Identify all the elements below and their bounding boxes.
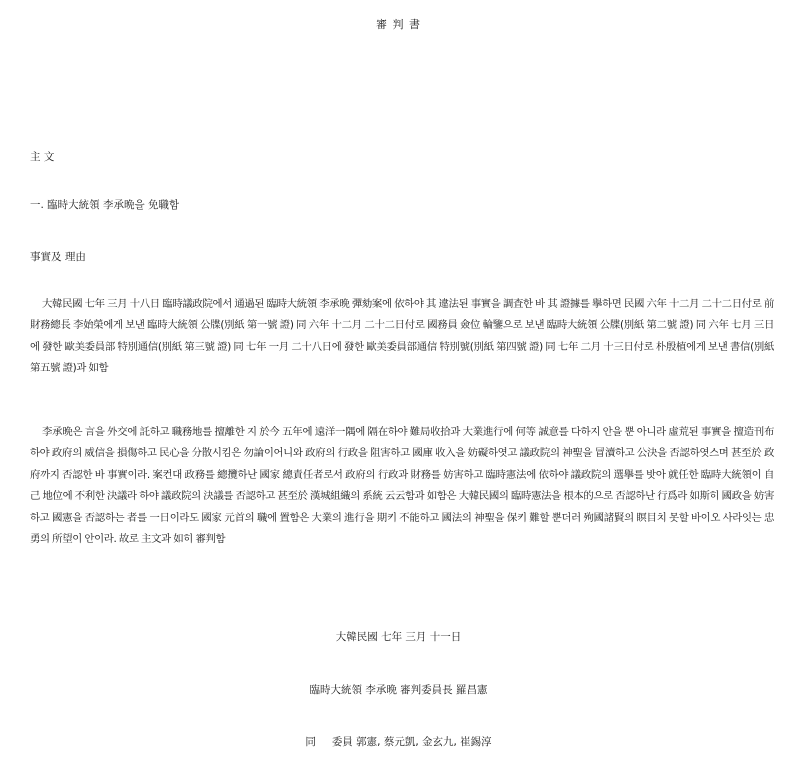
judgment-date: 大韓民國 七年 三月 十一日	[335, 631, 462, 643]
document-title: 審 判 書	[376, 18, 421, 31]
signature-members	[0, 734, 797, 749]
evidence-paragraph: 大韓民國 七年 三月 十八日 臨時議政院에서 通過된 臨時大統領 李承晩 彈劾案에 依하야 其 違法된 事實을 調査한 바 其 證據를 擧하면 民國 六年 十二月 二十二日付로 前 財務總長 李始榮에게 보낸 臨時大統領 公牒(別紙 第一號 證) 同 六年 十二月 二十二日付로 國務員 僉位 輪鑒으로 보낸 臨時大統領 公牒(別紙 第二號 證) 同 六年 七月 三日에 發한 歐美委員部 特別通信(別紙 第三號 證) 同 七年 一月 二十八日에 發한 歐美委員部通信 特別號(別紙 第四號 證) 同 七年 二月 十三日付로 朴殷植에게 보낸 書信(別紙 第五號 證)과 如함	[30, 298, 774, 375]
main-text-item: 一. 臨時大統領 李承晩을 免職함	[30, 199, 180, 211]
main-text-heading: 主 文	[30, 151, 55, 163]
facts-and-reasons-heading: 事實及 理由	[30, 251, 86, 263]
signature-members-label: 同	[305, 736, 316, 748]
reasoning-paragraph: 李承晩은 言을 外交에 託하고 職務地를 擅離한 지 於今 五年에 遠洋一隅에 隔在하야 難局收拾과 大業進行에 何等 誠意를 다하지 안을 뿐 아니라 虛荒된 事實을 擅造刊布하야 政府의 威信을 損傷하고 民心을 分散시킴은 勿論이어니와 政府의 行政을 阻害하고 國庫 收入을 妨礙하엿고 議政院의 神聖을 冒瀆하고 公決을 否認하엿스며 甚至於 政府까지 否認한 바 事實이라. 案컨대 政務를 總攬하난 國家 總責任者로서 政府의 行政과 財務를 妨害하고 臨時憲法에 依하야 議政院의 選擧를 밧아 就任한 臨時大統領이 自己 地位에 不利한 決議라 하야 議政院의 決議를 否認하고 甚至於 漢城組織의 系統 云云함과 如함은 大韓民國의 臨時憲法을 根本的으로 否認하난 行爲라 如斯히 國政을 妨害하고 國憲을 否認하는 者를 一日이라도 國家 元首의 職에 置함은 大業의 進行을 期키 不能하고 國法의 神聖을 保키 難할 뿐더러 殉國諸賢의 瞑目치 못할 바이오 사라잇는 忠勇의 所望이 안이라. 故로 主文과 如히 審判함	[30, 426, 774, 546]
signature-chair: 臨時大統領 李承晩 審判委員長 羅昌憲	[309, 684, 488, 696]
signature-members-names: 委員 郭憲, 蔡元凱, 金玄九, 崔錫淳	[331, 736, 492, 748]
